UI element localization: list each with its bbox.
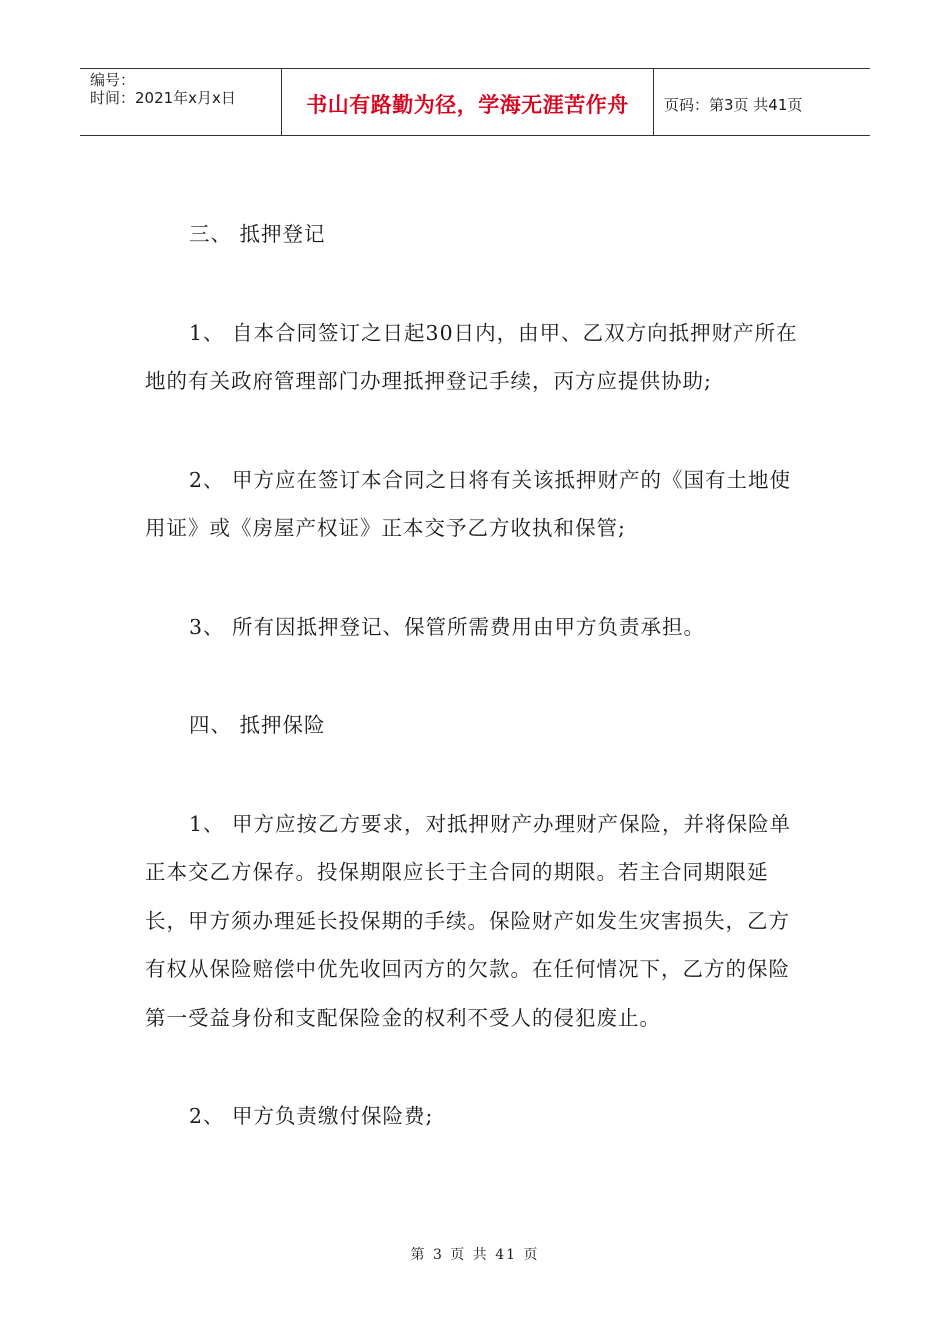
- paragraph-registration-1: 1、 自本合同签订之日起30日内，由甲、乙双方向抵押财产所在地的有关政府管理部门办理抵押登记手续，丙方应提供协助;: [145, 320, 798, 393]
- section-heading-insurance: 四、 抵押保险: [189, 713, 326, 737]
- paragraph-registration-2: 2、 甲方应在签订本合同之日将有关该抵押财产的《国有土地使用证》或《房屋产权证》正本交予乙方收执和保管;: [145, 467, 792, 540]
- paragraph-registration-3: 3、 所有因抵押登记、保管所需费用由甲方负责承担。: [189, 614, 706, 639]
- page-footer: 第 3 页 共 41 页: [410, 1247, 540, 1263]
- document-number-label: 编号：: [90, 71, 136, 89]
- document-body: [145, 210, 810, 1141]
- header-motto: 书山有路勤为径，学海无涯苦作舟: [282, 69, 654, 135]
- paragraph-insurance-1: 1、 甲方应按乙方要求，对抵押财产办理财产保险，并将保险单正本交乙方保存。投保期限应长于主合同的期限。若主合同期限延长，甲方须办理延长投保期的手续。保险财产如发生灾害损失，乙方有权从保险赔偿中优先收回丙方的欠款。在任何情况下，乙方的保险第一受益身份和支配保险金的权利不受人的侵犯废止。: [145, 811, 792, 1030]
- header-meta-cell: [80, 69, 282, 135]
- header-page-indicator: 页码：第3页 共41页: [664, 95, 803, 114]
- document-date-label: 时间：2021年x月x日: [90, 89, 236, 107]
- section-heading-registration: 三、 抵押登记: [189, 222, 326, 246]
- paragraph-insurance-2: 2、 甲方负责缴付保险费;: [189, 1104, 434, 1128]
- page-header: [80, 68, 870, 136]
